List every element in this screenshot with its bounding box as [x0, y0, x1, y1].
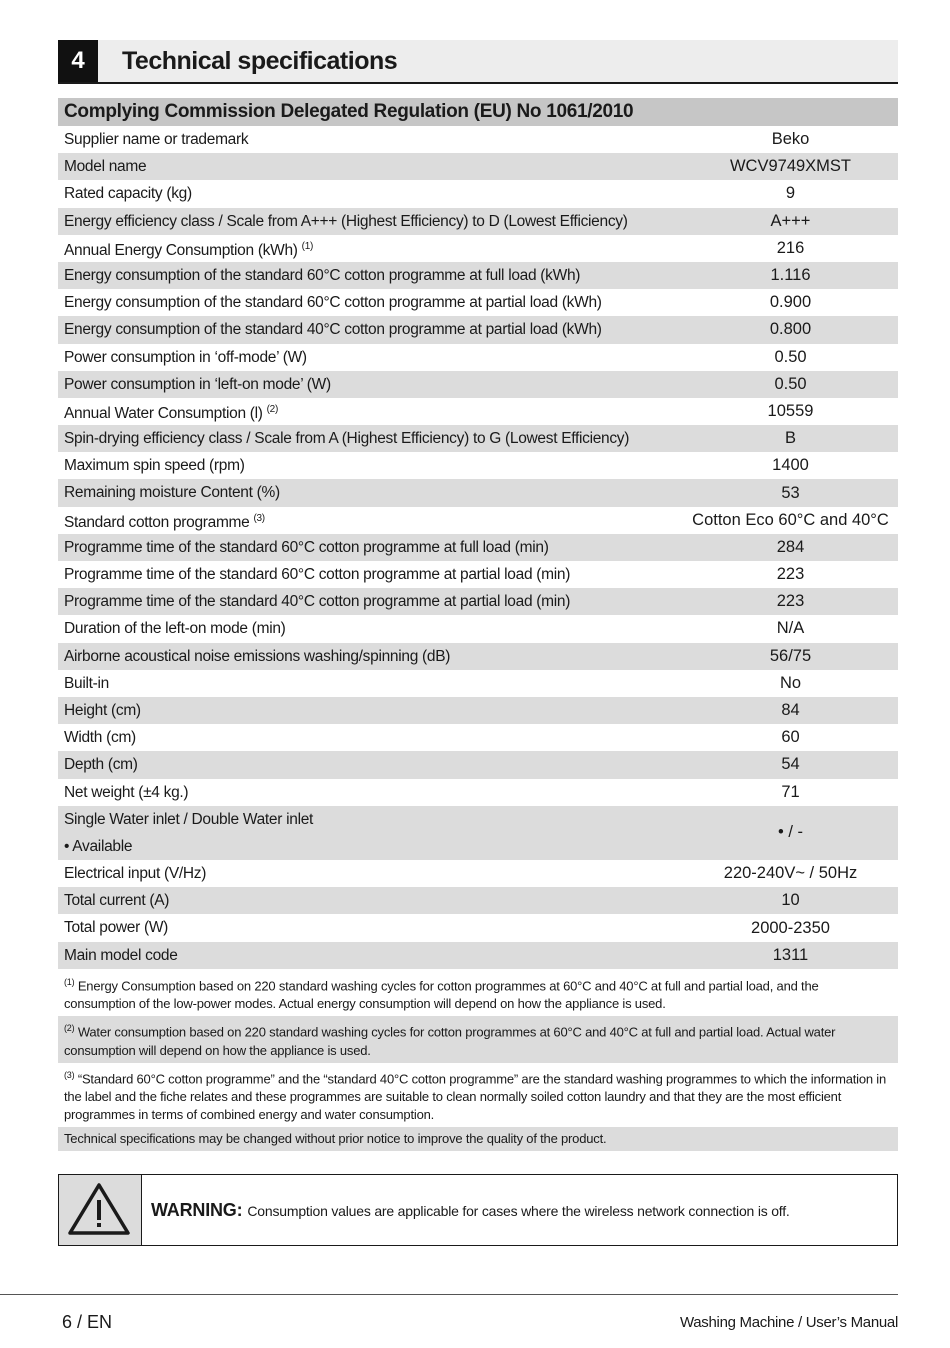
table-row [58, 153, 898, 180]
row-value: 53 [781, 483, 800, 502]
row-value: 10559 [767, 401, 814, 420]
table-row [58, 751, 898, 778]
row-label [58, 126, 683, 153]
row-label [58, 942, 683, 969]
row-label [58, 208, 683, 235]
row-label [58, 643, 683, 670]
footnote-marker: (1) [64, 977, 75, 987]
row-value: 223 [776, 592, 805, 611]
row-value: 284 [776, 537, 805, 556]
row-value: B [784, 429, 796, 448]
footnote [58, 1016, 898, 1062]
row-label-text: Single Water inlet / Double Water inlet [64, 810, 314, 828]
table-row [58, 344, 898, 371]
row-label [58, 479, 683, 506]
row-label-text: Power consumption in ‘left-on mode’ (W) [64, 375, 331, 393]
table-row [58, 914, 898, 941]
row-label-text: Energy consumption of the standard 60°C cotton programme at full load (kWh) [64, 266, 581, 284]
row-label [58, 724, 683, 751]
footnote-text: “Standard 60°C cotton programme” and the “standard 40°C cotton programme” are the standard washing programmes to which the information in the label and the fiche relates and these programmes are suitable to clean normally soiled cotton laundry and that they are the most efficient programmes in terms of combined energy and water consumption. [64, 1070, 887, 1122]
row-label-text: Standard cotton programme [64, 513, 250, 531]
table-row [58, 262, 898, 289]
row-value: 9 [785, 184, 796, 203]
row-value: 0.50 [774, 347, 807, 366]
table-row [58, 507, 898, 534]
table-row [58, 806, 898, 860]
row-label [58, 316, 683, 343]
row-label [58, 561, 683, 588]
row-value: 54 [781, 755, 800, 774]
table-row [58, 126, 898, 153]
row-value: 56/75 [769, 646, 812, 665]
table-row [58, 425, 898, 452]
table-row [58, 371, 898, 398]
row-value: 216 [776, 238, 805, 257]
row-value: 60 [781, 728, 800, 747]
row-value: 1.116 [770, 266, 811, 285]
table-row [58, 289, 898, 316]
page-number: 6 / EN [62, 1312, 113, 1332]
row-label-text: Built-in [64, 674, 109, 692]
table-row [58, 779, 898, 806]
row-value: 2000-2350 [751, 918, 830, 937]
row-label [58, 452, 683, 479]
footer-divider [0, 1294, 898, 1295]
warning-icon-box [59, 1175, 142, 1245]
row-value: No [779, 673, 802, 692]
row-label [58, 779, 683, 806]
table-row [58, 588, 898, 615]
table-row [58, 235, 898, 262]
spec-rows [58, 126, 898, 969]
row-label [58, 806, 683, 860]
section-header [58, 40, 898, 84]
row-label-text: Energy consumption of the standard 60°C cotton programme at partial load (kWh) [64, 294, 602, 312]
row-label-text: Maximum spin speed (rpm) [64, 457, 245, 475]
row-value: 0.800 [769, 320, 812, 339]
row-value: 220-240V~ / 50Hz [723, 864, 858, 883]
row-value: N/A [776, 619, 805, 638]
warning-message: Consumption values are applicable for cases where the wireless network connection is off. [247, 1203, 790, 1219]
table-row [58, 615, 898, 642]
footnote-marker: (3) [64, 1069, 75, 1080]
row-value: Cotton Eco 60°C and 40°C [692, 510, 889, 529]
row-label-text: Annual Energy Consumption (kWh) [64, 241, 298, 259]
table-row [58, 452, 898, 479]
warning-label: WARNING: [151, 1200, 243, 1220]
table-row [58, 180, 898, 207]
spec-table [58, 98, 898, 969]
row-value: 0.50 [774, 374, 807, 393]
warning-text [151, 1175, 790, 1246]
row-label [58, 425, 683, 452]
row-value: 10 [781, 891, 800, 910]
section-title: Technical specifications [122, 47, 398, 75]
row-label-text: Supplier name or trademark [64, 131, 249, 148]
table-row [58, 316, 898, 343]
row-label-text: Model name [64, 158, 147, 176]
row-label [58, 505, 683, 536]
footnotes [58, 970, 898, 1151]
row-label [58, 534, 683, 561]
row-value: • / - [777, 823, 804, 842]
row-label-text: Main model code [64, 946, 178, 964]
row-value: 0.900 [769, 293, 812, 312]
row-label-text: Spin-drying efficiency class / Scale from A (Highest Efficiency) to G (Lowest Efficiency) [64, 430, 630, 448]
table-row [58, 398, 898, 425]
row-label [58, 887, 683, 914]
table-row [58, 534, 898, 561]
warning-triangle-icon [66, 1181, 132, 1237]
row-label [58, 914, 683, 941]
row-value: 1400 [772, 456, 809, 475]
table-row [58, 860, 898, 887]
row-label [58, 180, 683, 207]
row-label [58, 670, 683, 697]
section-number: 4 [58, 40, 98, 82]
row-label [58, 697, 683, 724]
table-row [58, 942, 898, 969]
row-label-text: Electrical input (V/Hz) [64, 865, 207, 883]
row-label-text: Power consumption in ‘off-mode’ (W) [64, 348, 307, 366]
row-label-text: Energy consumption of the standard 40°C cotton programme at partial load (kWh) [64, 321, 602, 339]
row-label-text: Energy efficiency class / Scale from A+++ (Highest Efficiency) to D (Lowest Efficiency) [64, 212, 628, 230]
row-label [58, 860, 683, 887]
row-value: 71 [781, 782, 800, 801]
row-label [58, 751, 683, 778]
footnote-text: Technical specifications may be changed without prior notice to improve the quality of the product. [64, 1130, 607, 1146]
warning-box [58, 1174, 898, 1246]
footnote [58, 1063, 898, 1127]
row-label-text: Programme time of the standard 60°C cotton programme at partial load (min) [64, 566, 571, 583]
table-row [58, 561, 898, 588]
footnote-ref: (3) [253, 512, 265, 524]
row-label-text: Rated capacity (kg) [64, 185, 192, 203]
row-label [58, 289, 683, 316]
row-label-text: Total power (W) [64, 919, 169, 937]
manual-title: Washing Machine / User’s Manual [679, 1314, 898, 1331]
row-label-text: Height (cm) [64, 701, 141, 719]
row-label-text: Annual Water Consumption (l) [64, 404, 263, 422]
row-label [58, 615, 683, 642]
row-label-text: Airborne acoustical noise emissions washing/spinning (dB) [64, 647, 451, 665]
row-label [58, 344, 683, 371]
table-row [58, 643, 898, 670]
row-label [58, 588, 683, 615]
row-label [58, 233, 683, 264]
footnote-text: Energy Consumption based on 220 standard washing cycles for cotton programmes at 60°C and 40°C at full and partial load, and the consumption of the low-power modes. Actual energy consumption will depend on how the appliance is used. [64, 978, 819, 1012]
row-label-text: Width (cm) [64, 729, 136, 747]
row-value: 1311 [772, 945, 809, 964]
footnote [58, 1127, 898, 1151]
row-value: WCV9749XMST [729, 157, 852, 176]
footnote [58, 970, 898, 1016]
footnote-ref: (1) [301, 240, 313, 252]
table-row [58, 479, 898, 506]
row-label-text: Net weight (±4 kg.) [64, 783, 189, 801]
row-label-text: Programme time of the standard 60°C cotton programme at full load (min) [64, 538, 549, 556]
row-label [58, 396, 683, 427]
table-row [58, 208, 898, 235]
row-label-secondary: • Available [64, 837, 133, 855]
row-label [58, 153, 683, 180]
spec-table-title: Complying Commission Delegated Regulation (EU) No 1061/2010 [58, 98, 898, 126]
row-value: 84 [781, 701, 800, 720]
footnote-text: Water consumption based on 220 standard washing cycles for cotton programmes at 60°C and 40°C at full and partial load. Actual water consumption will depend on how the appliance is used. [64, 1024, 836, 1058]
footnote-ref: (2) [266, 403, 278, 415]
row-value: 223 [776, 565, 805, 584]
row-label-text: Remaining moisture Content (%) [64, 484, 280, 502]
table-row [58, 697, 898, 724]
row-label-text: Depth (cm) [64, 756, 138, 774]
table-row [58, 887, 898, 914]
table-row [58, 670, 898, 697]
row-label-text: Programme time of the standard 40°C cotton programme at partial load (min) [64, 593, 571, 611]
row-label [58, 262, 683, 289]
row-label-text: Duration of the left-on mode (min) [64, 620, 286, 638]
row-value: A+++ [770, 211, 811, 230]
table-row [58, 724, 898, 751]
row-value: Beko [771, 130, 810, 149]
row-label-text: Total current (A) [64, 892, 170, 910]
row-label [58, 371, 683, 398]
footnote-marker: (2) [64, 1023, 75, 1034]
